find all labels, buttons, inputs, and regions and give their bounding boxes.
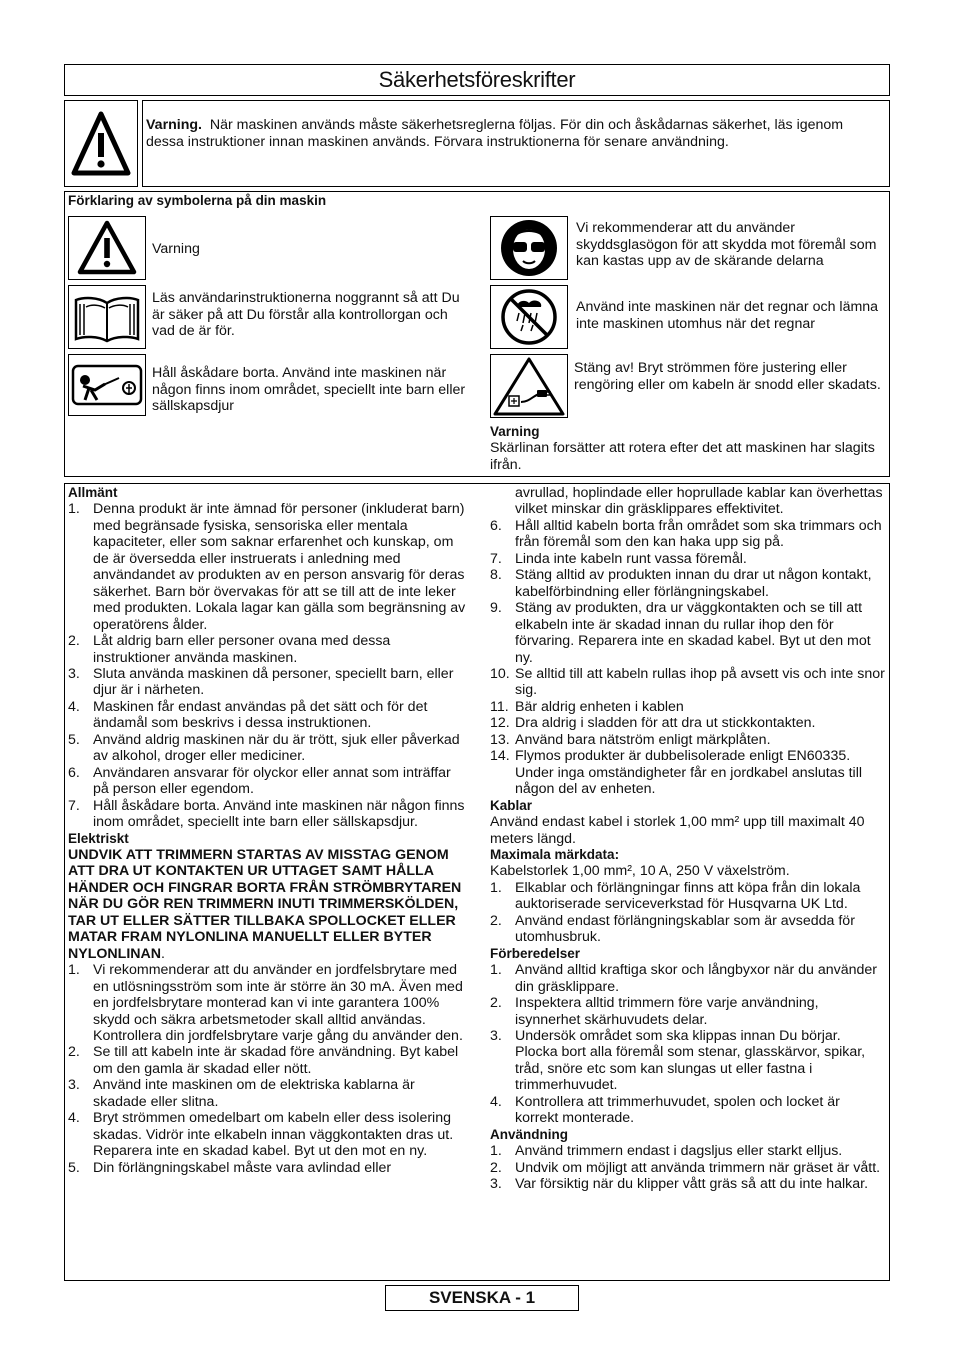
list-item: 2. Undvik om möjligt att använda trimmern när gräset är vått.: [490, 1159, 881, 1176]
symbol-warning-frame: [68, 216, 146, 280]
page-footer: SVENSKA - 1: [385, 1285, 579, 1311]
rotation-warning-label: Varning: [490, 424, 540, 439]
list-item: 11. Bär aldrig enheten i kablen: [490, 698, 684, 715]
preparations-heading: Förberedelser: [490, 945, 581, 961]
electrical-list-right: [490, 485, 887, 798]
list-item: 6. Användaren ansvarar för olyckor eller annat som inträffar på person eller egendom.: [68, 764, 451, 798]
symbol-manual-text: Läs användarinstruktionerna noggrannt så att Du är säker på att Du förstår alla kontrollorgan och vad de är för.: [152, 290, 460, 340]
usage-list: [490, 1143, 887, 1192]
list-item: 2. Se till att kabeln inte är skadad före användning. Byt kabel om den gamla är skadad eller nött.: [68, 1044, 459, 1077]
warning-triangle-icon: [70, 109, 132, 179]
rules-left-column: [68, 485, 470, 1176]
symbol-goggles-text: Vi rekommenderar att du använder skyddsglasögon för att skydda mot föremål som kan kastas upp av de skärande delarna: [576, 220, 877, 270]
list-item: 7. Håll åskådare borta. Använd inte maskinen när någon finns inom området, speciellt inte barn eller sällskapsdjur.: [68, 797, 465, 831]
warning-text: När maskinen används måste säkerhetsreglerna följas. För din och åskådarnas säkerhet, läs igenom dessa instruktioner innan maskinen används. Förvara instruktionerna för senare användning.: [146, 117, 844, 150]
symbols-section: [64, 191, 890, 477]
list-item: 1. Vi rekommenderar att du använder en jordfelsbrytare med en utlösningsström som inte är större än 30 mA. Även med en jordfelsbrytare monterad kan vi inte garantera 100% skydd och säkra arbetsmetoder skall alltid användas. Kontrollera din jordfelsbrytare varje gång du använder den.: [68, 962, 463, 1044]
preparations-list: [490, 962, 887, 1127]
keep-bystanders-away-icon: [71, 360, 143, 410]
list-item: 8. Stäng alltid av produkten innan du drar ut någon kontakt, kabelförbindning eller förlängningskabel.: [490, 567, 872, 600]
symbol-bystanders-frame: [68, 354, 146, 416]
symbol-bystanders-text: Håll åskådare borta. Använd inte maskinen när någon finns inom området, speciellt inte barn eller sällskapsdjur: [152, 365, 466, 415]
ratings-heading: Maximala märkdata:: [490, 846, 620, 862]
list-item: 3. Var försiktig när du klipper vått gräs så att du inte halkar.: [490, 1176, 869, 1193]
electrical-caps-warning: UNDVIK ATT TRIMMERN STARTAS AV MISSTAG GENOM ATT DRA UT KONTAKTEN UR UTTAGET SAMT HÅLLA HÄNDER OCH FINGRAR BORTA FRÅN STRÖMBRYTAREN NÄR DU GÖR REN TRIMMERN INUTI TRIMMERSKÖLDEN, TAR UT ELLER SÄTTER TILLBAKA SPOLLOCKET ELLER MATAR FRAM NYLONLINA MANUELLT ELLER BYTER NYLONLINAN.: [68, 846, 462, 962]
list-item: 1. Denna produkt är inte ämnad för personer (inkluderat barn) med begränsade fysiska, sensoriska eller mentala kapaciteter, eller som saknar erfarenhet och kunskap, om de är översedda eller instruerats i anledning med användandet av produkten av en person ansvarig för deras säkerhet. Barn bör övervakas för att se till att de inte leker med produkten. Lokala lagar kan gälla som begränsning av operatörens ålder.: [68, 501, 466, 633]
warning-notice: [142, 100, 890, 187]
symbol-unplug-text: Stäng av! Bryt strömmen före justering eller rengöring eller om kabeln är snodd eller skadats.: [574, 360, 881, 393]
safety-goggles-icon: [499, 218, 559, 278]
list-item: 1. Elkablar och förlängningar finns att köpa från din lokala auktoriserade serviceverkstad för Husqvarna UK Ltd.: [490, 879, 861, 913]
list-item: 3. Använd inte maskinen om de elektriska kablarna är skadade eller slitna.: [68, 1077, 415, 1110]
usage-heading: Användning: [490, 1126, 568, 1142]
list-item: 6. Håll alltid kabeln borta från området som ska trimmars och från föremål som den kan haka upp sig på.: [490, 517, 882, 551]
warning-label: Varning.: [146, 117, 202, 133]
rotation-warning-text: Skärlinan forsätter att rotera efter det att maskinen har slagits ifrån.: [490, 440, 875, 473]
symbol-warning-text: Varning: [152, 241, 200, 257]
list-item: 5. Använd aldrig maskinen när du är trött, sjuk eller påverkad av alkohol, droger eller mediciner.: [68, 731, 460, 765]
cables-heading: Kablar: [490, 797, 533, 813]
symbol-manual-frame: [68, 285, 146, 349]
general-list: [68, 501, 470, 830]
list-item: 2. Använd endast förlängningskablar som är avsedda för utomhusbruk.: [490, 912, 855, 946]
list-item: 7. Linda inte kabeln runt vassa föremål.: [490, 550, 747, 567]
symbol-unplug-frame: [490, 354, 568, 418]
list-item: 12. Dra aldrig i sladden för att dra ut stickkontakten.: [490, 715, 816, 732]
ratings-list: [490, 880, 887, 946]
rules-right-column: [490, 485, 887, 1192]
manual-book-icon: [72, 289, 142, 345]
symbol-goggles-frame: [490, 216, 568, 280]
list-item: 1. Använd trimmern endast i dagsljus eller starkt elljus.: [490, 1143, 843, 1160]
list-item: 1. Använd alltid kraftiga skor och långbyxor när du använder din gräsklippare.: [490, 962, 877, 995]
list-item: 5. Din förlängningskabel måste vara avlindad eller: [68, 1159, 392, 1176]
warning-triangle-icon: [76, 220, 138, 276]
ratings-text: Kabelstorlek 1,00 mm², 10 A, 250 V växelström.: [490, 863, 790, 880]
page-title: Säkerhetsföreskrifter: [64, 64, 890, 96]
list-item: 9. Stäng av produkten, dra ur väggkontakten och se till att elkabeln inte är skadad innan du rullar ihop den för förvaring. Reparera inte en skadad kabel. Byt ut den mot ny.: [490, 600, 871, 666]
list-item: 4. Maskinen får endast användas på det sätt och för det ändamål som beskrivs i dessa instruktionen.: [68, 698, 428, 732]
warning-icon-box: [64, 100, 138, 187]
list-item: 3. Sluta använda maskinen då personer, speciellt barn, eller djur är i närheten.: [68, 665, 454, 699]
general-heading: Allmänt: [68, 485, 118, 500]
list-item: 2. Låt aldrig barn eller personer ovana med dessa instruktioner använda maskinen.: [68, 633, 391, 666]
list-item-continued: avrullad, hoplindade eller hoprullade kablar kan överhettas vilket minskar din gräsklippares effektivitet.: [515, 485, 883, 518]
safety-rules-section: [64, 483, 890, 1281]
list-item: 4. Kontrollera att trimmerhuvudet, spolen och locket är korrekt monterade.: [490, 1093, 840, 1127]
electrical-list-left: [68, 962, 470, 1176]
list-item: 13. Använd bara nätström enligt märkplåten.: [490, 731, 771, 748]
cables-text: Använd endast kabel i storlek 1,00 mm² upp till maximalt 40 meters längd.: [490, 814, 865, 847]
list-item: 10. Se alltid till att kabeln rullas ihop på avsett vis och inte snor sig.: [490, 665, 885, 699]
symbols-heading: Förklaring av symbolerna på din maskin: [68, 193, 327, 208]
no-rain-icon: [499, 287, 559, 347]
unplug-icon: [493, 356, 565, 416]
list-item: 4. Bryt strömmen omedelbart om kabeln eller dess isolering skadas. Vidrör inte elkabeln innan väggkontakten dras ut. Reparera inte en skadad kabel. Byt ut den mot en ny.: [68, 1110, 454, 1160]
list-item: 2. Inspektera alltid trimmern före varje användning, isynnerhet skärhuvudets delar.: [490, 995, 819, 1028]
symbol-rain-text: Använd inte maskinen när det regnar och lämna inte maskinen utomhus när det regnar: [576, 299, 879, 332]
list-item: 3. Undersök området som ska klippas innan Du börjar. Plocka bort alla föremål som stenar, glasskärvor, spikar, tråd, snöre etc som kan slungas ut eller fastna i trimmerhuvudet.: [490, 1027, 866, 1094]
electrical-heading: Elektriskt: [68, 830, 129, 846]
symbol-rain-frame: [490, 285, 568, 349]
list-item: 14. Flymos produkter är dubbelisolerade enligt EN60335. Under inga omständigheter får en jordkabel anslutas till någon del av enheten.: [490, 748, 863, 798]
